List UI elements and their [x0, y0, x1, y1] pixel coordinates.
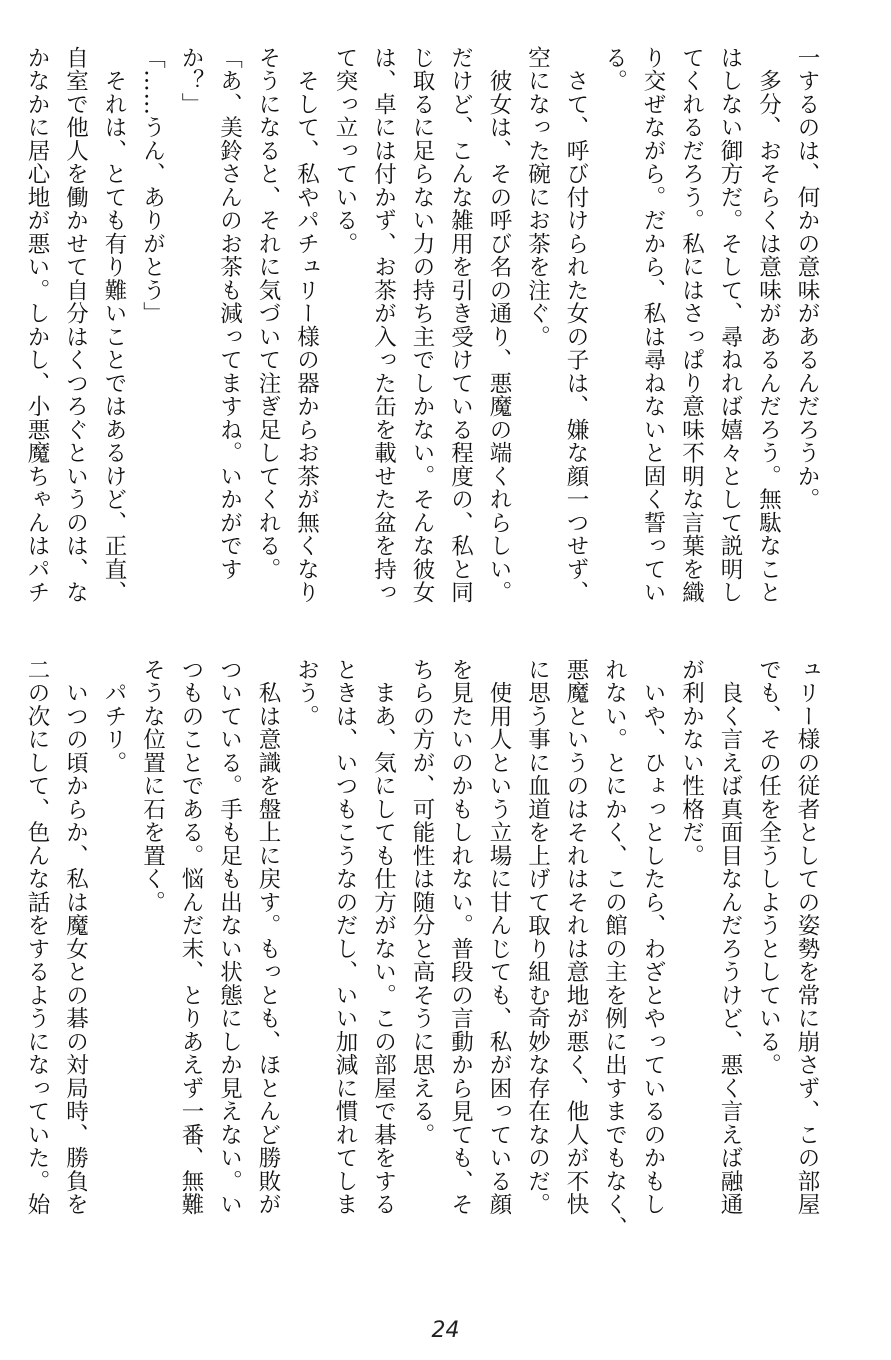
- text-column: いつの頃からか、私は魔女との碁の対局時、勝負を: [62, 658, 89, 1216]
- text-column: れない。とにかく、この館の主を例に出すまでもなく、: [601, 658, 628, 1240]
- text-block-bottom: [18, 658, 826, 1274]
- text-column: 一するのは、何かの意味があるんだろうか。: [794, 46, 820, 511]
- text-column: 空になった碗にお茶を注ぐ。: [524, 46, 551, 349]
- text-column: つものことである。悩んだ末、とりあえず一番、無難: [178, 658, 204, 1216]
- text-column: パチリ。: [101, 658, 127, 775]
- text-column: を見たいのかもしれない。普段の言動から見ても、そ: [447, 658, 474, 1216]
- text-column: て突っ立っている。: [332, 46, 358, 256]
- text-column: ュリー様の従者としての姿勢を常に崩さず、この部屋: [794, 658, 820, 1216]
- text-column: ちらの方が、可能性は随分と高そうに思える。: [409, 658, 435, 1147]
- text-column: まあ、気にしても仕方がない。この部屋で碁をする: [370, 658, 397, 1216]
- text-column: 彼女は、その呼び名の通り、悪魔の端くれらしい。: [486, 46, 512, 604]
- text-block-top: [18, 46, 826, 634]
- text-column: だけど、こんな雑用を引き受けている程度の、私と同: [447, 46, 474, 604]
- text-column: 「あ、美鈴さんのお茶も減ってますね。いかがです: [216, 46, 243, 581]
- text-column: 使用人という立場に甘んじても、私が困っている顔: [486, 658, 512, 1216]
- text-column: 「……うん、ありがとう」: [139, 46, 166, 325]
- text-column: はしない御方だ。そして、尋ねれば嬉々として説明し: [717, 46, 743, 604]
- text-column: か？」: [178, 46, 204, 116]
- text-column: そうな位置に石を置く。: [139, 658, 166, 914]
- text-column: ついている。手も足も出ない状態にしか見えない。い: [216, 658, 243, 1216]
- text-column: それは、とても有り難いことではあるけど、正直、: [101, 46, 127, 604]
- text-column: に思う事に血道を上げて取り組む奇妙な存在なのだ。: [524, 658, 551, 1216]
- text-column: 私は意識を盤上に戻す。もっとも、ほとんど勝敗が: [255, 658, 281, 1216]
- text-column: かなかに居心地が悪い。しかし、小悪魔ちゃんはパチ: [24, 46, 50, 604]
- text-column: そうになると、それに気づいて注ぎ足してくれる。: [255, 46, 281, 581]
- text-column: でも、その任を全うしようとしている。: [755, 658, 782, 1077]
- text-column: いや、ひょっとしたら、わざとやっているのかもし: [640, 658, 666, 1216]
- text-column: おう。: [293, 658, 320, 728]
- text-column: 二の次にして、色んな話をするようになっていた。始: [24, 658, 50, 1216]
- text-column: じ取るに足らない力の持ち主でしかない。そんな彼女: [409, 46, 435, 604]
- text-column: が利かない性格だ。: [678, 658, 705, 868]
- text-column: ときは、いつもこうなのだし、いい加減に慣れてしま: [332, 658, 358, 1216]
- text-column: さて、呼び付けられた女の子は、嫌な顔一つせず、: [563, 46, 589, 604]
- text-column: 自室で他人を働かせて自分はくつろぐというのは、な: [62, 46, 89, 604]
- text-column: り交ぜながら。だから、私は尋ねないと固く誓ってい: [640, 46, 666, 604]
- text-column: 悪魔というのはそれはそれは意地が悪く、他人が不快: [563, 658, 589, 1216]
- text-column: そして、私やパチュリー様の器からお茶が無くなり: [293, 46, 320, 604]
- text-column: 良く言えば真面目なんだろうけど、悪く言えば融通: [717, 658, 743, 1216]
- text-column: 多分、おそらくは意味があるんだろう。無駄なこと: [755, 46, 782, 604]
- text-column: は、卓には付かず、お茶が入った缶を載せた盆を持っ: [370, 46, 397, 604]
- page-number: 24: [431, 1318, 460, 1343]
- text-column: る。: [601, 46, 628, 93]
- text-column: てくれるだろう。私にはさっぱり意味不明な言葉を織: [678, 46, 705, 604]
